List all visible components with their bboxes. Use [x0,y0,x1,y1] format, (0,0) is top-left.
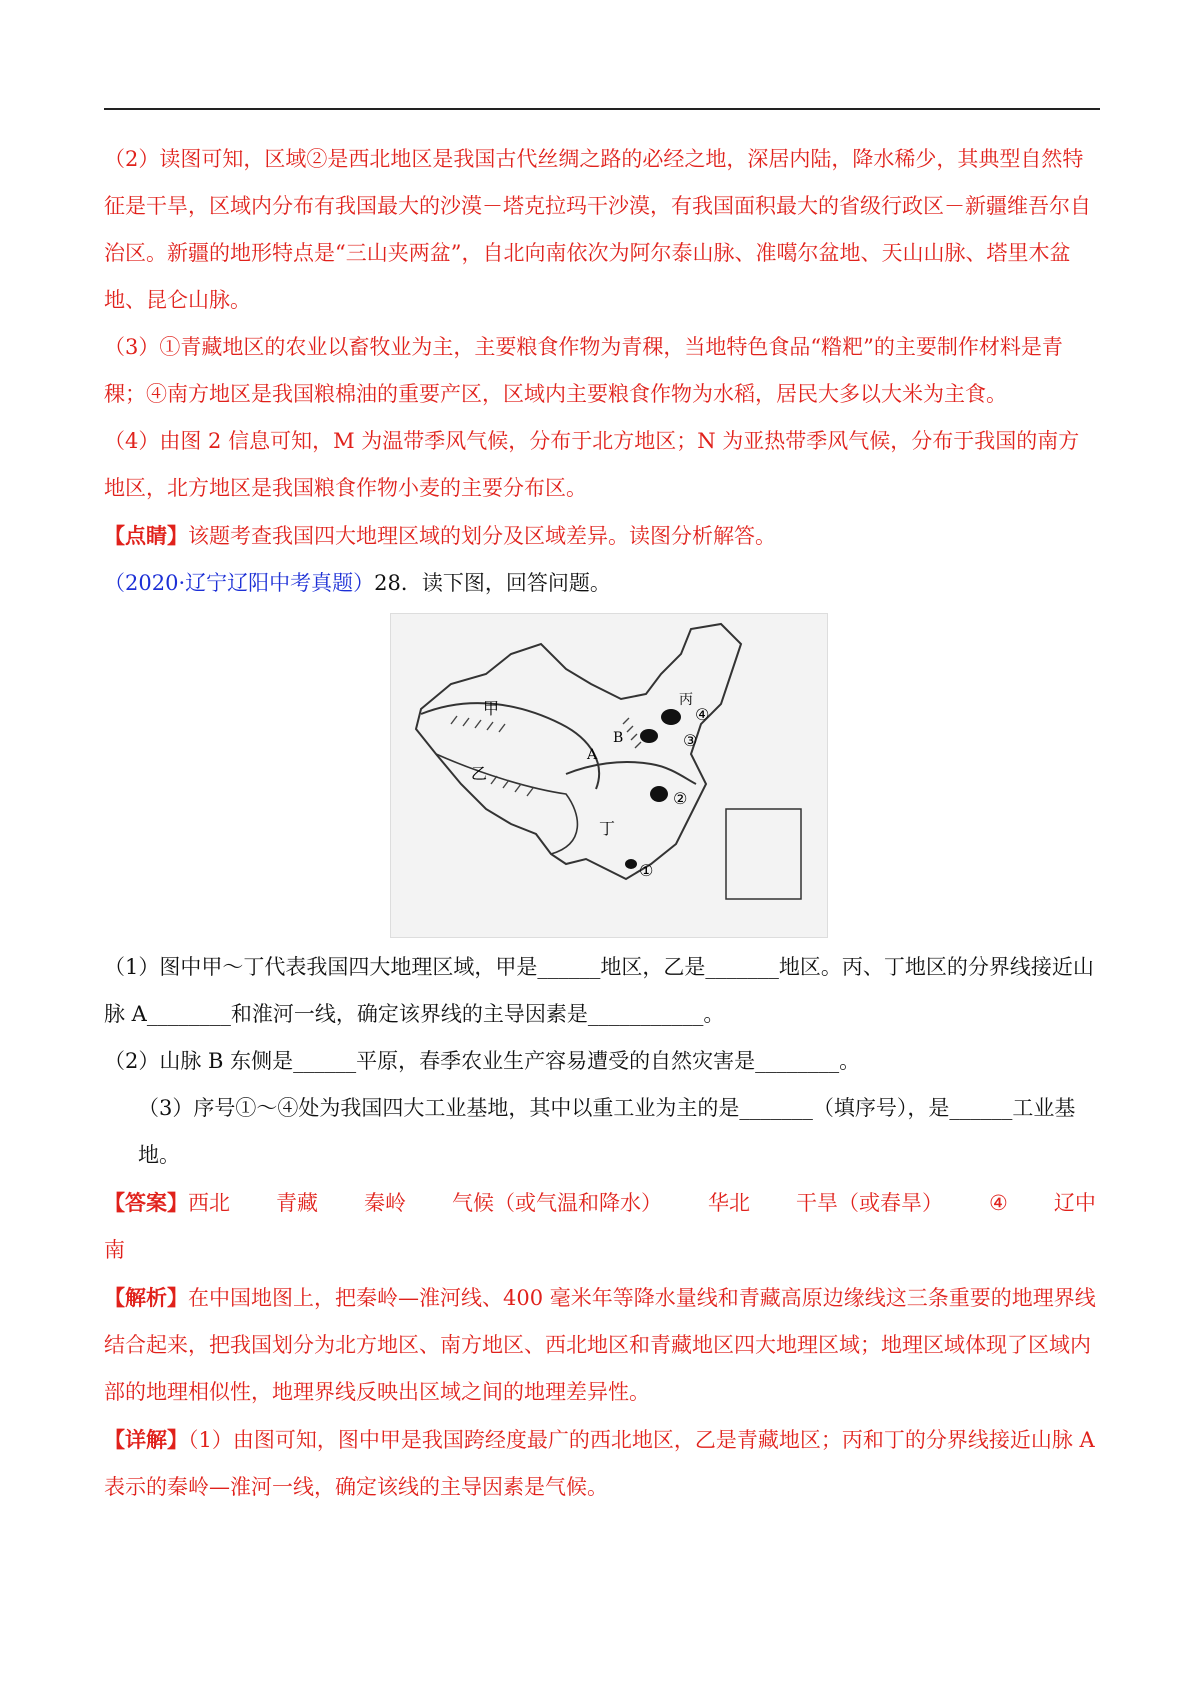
xiangjie-text: （1）由图可知，图中甲是我国跨经度最广的西北地区，乙是青藏地区；丙和丁的分界线接近山脉 A 表示的秦岭—淮河一线，确定该线的主导因素是气候。 [104,1428,1095,1499]
map-label-ding: 丁 [599,819,616,838]
question-3: （3）序号①～④处为我国四大工业基地，其中以重工业为主的是_______（填序号），是______工业基地。 [138,1096,1076,1167]
south-sea-inset [726,809,801,899]
answer-item: 秦岭 [364,1191,406,1215]
map-label-4: ④ [695,705,710,724]
map-label-yi: 乙 [471,764,488,783]
mountain-hatch-b [623,718,641,748]
question-source: （2020·辽宁辽阳中考真题） [104,571,375,595]
answer-item: ④ [989,1191,1008,1215]
answer-item: 西北 [188,1191,230,1215]
jiexi-text: 在中国地图上，把秦岭—淮河线、400 毫米年等降水量线和青藏高原边缘线这三条重要的地理界线结合起来，把我国划分为北方地区、南方地区、西北地区和青藏地区四大地理区域；地理区域体现了区域内部的地理相似性，地理界线反映出区域之间的地理差异性。 [104,1286,1096,1404]
map-label-bing: 丙 [679,692,693,708]
china-region-map [390,613,828,938]
answer-item: 辽中南 [104,1191,1096,1262]
northwest-boundary [421,703,599,789]
question-stem [104,560,1100,607]
map-label-2: ② [673,789,688,808]
country-outline [416,624,741,879]
base-marker-2 [650,786,668,802]
dianjing-text: 该题考查我国四大地理区域的划分及区域差异。读图分析解答。 [188,524,776,548]
jiexi-paragraph [104,1274,1100,1416]
answer-item: 青藏 [276,1191,318,1215]
xiangjie-label: 【详解】 [104,1427,188,1452]
question-text: 28．读下图，回答问题。 [374,571,611,595]
question-1: （1）图中甲～丁代表我国四大地理区域，甲是______地区，乙是_______地区。丙、丁地区的分界线接近山脉 A________和淮河一线，确定该界线的主导因素是___________。 [104,955,1094,1026]
map-label-3: ③ [683,731,698,750]
xiangjie-paragraph [104,1416,1100,1511]
mountain-hatch-1 [451,716,505,732]
answer-item: 华北 [708,1191,750,1215]
answer-item: 气候（或气温和降水） [452,1191,662,1215]
answer-row [104,1179,1100,1274]
analysis-paragraph-4: （4）由图 2 信息可知，M 为温带季风气候，分布于北方地区；N 为亚热带季风气候，分布于我国的南方地区，北方地区是我国粮食作物小麦的主要分布区。 [104,429,1080,500]
document-body [104,136,1100,1511]
answer-label: 【答案】 [104,1190,188,1215]
dianjing-paragraph [104,512,1100,560]
analysis-paragraph-3: （3）①青藏地区的农业以畜牧业为主，主要粮食作物为青稞，当地特色食品“糌粑”的主要制作材料是青稞；④南方地区是我国粮棉油的重要产区，区域内主要粮食作物为水稻，居民大多以大米为主食。 [104,335,1063,406]
question-2: （2）山脉 B 东侧是______平原，春季农业生产容易遭受的自然灾害是________。 [104,1049,861,1073]
header-rule [104,108,1100,110]
jiexi-label: 【解析】 [104,1285,188,1310]
map-label-b: B [613,730,624,746]
analysis-paragraph-2: （2）读图可知，区域②是西北地区是我国古代丝绸之路的必经之地，深居内陆，降水稀少，其典型自然特征是干旱，区域内分布有我国最大的沙漠－塔克拉玛干沙漠，有我国面积最大的省级行政区－新疆维吾尔自治区。新疆的地形特点是“三山夹两盆”，自北向南依次为阿尔泰山脉、准噶尔盆地、天山山脉、塔里木盆地、昆仑山脉。 [104,147,1091,312]
base-marker-3 [640,729,658,743]
map-label-1: ① [639,861,654,880]
base-marker-4 [661,709,681,725]
dianjing-label: 【点睛】 [104,523,188,548]
map-label-jia: 甲 [483,699,500,718]
china-map-svg [391,614,827,937]
answer-item: 干旱（或春旱） [796,1191,943,1215]
base-marker-1 [625,859,637,869]
tibet-boundary [436,754,577,854]
map-label-a: A [587,747,598,763]
qinling-line [566,762,696,784]
